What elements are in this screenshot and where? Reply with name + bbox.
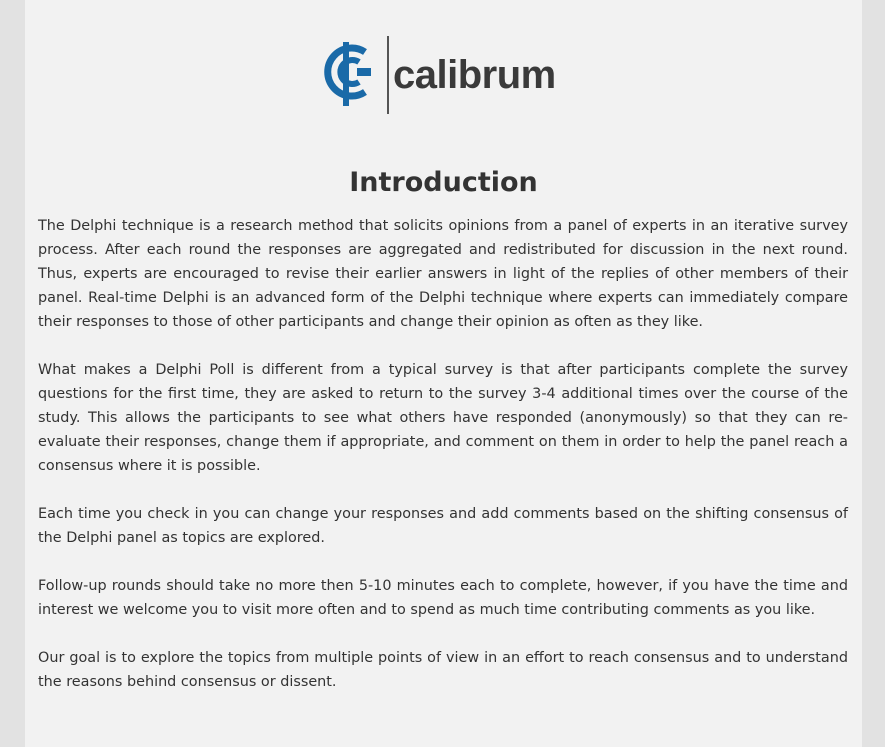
page-panel — [25, 0, 862, 747]
intro-paragraph: The Delphi technique is a research method that solicits opinions from a panel of experts in an iterative survey process. After each round the responses are aggregated and redistributed for discussion in the next round. Thus, experts are encouraged to revise their earlier answers in light of the replies of other members of their panel. Real-time Delphi is an advanced form of the Delphi technique where experts can immediately compare their responses to those of other participants and change their opinion as often as they like. — [38, 218, 848, 330]
page-title: Introduction — [349, 167, 538, 198]
intro-paragraph: Follow-up rounds should take no more then 5-10 minutes each to complete, however, if you have the time and interest we welcome you to visit more often and to spend as much time contributing comments as you like. — [38, 578, 848, 618]
intro-paragraph: What makes a Delphi Poll is different from a typical survey is that after participants complete the survey questions for the first time, they are asked to return to the survey 3-4 additional times over the course of the study. This allows the participants to see what others have responded (anonymously) so that they can re-evaluate their responses, change them if appropriate, and comment on them in order to help the panel reach a consensus where it is possible. — [38, 362, 848, 474]
calibrum-logo — [321, 34, 561, 118]
intro-paragraph: Our goal is to explore the topics from multiple points of view in an effort to reach consensus and to understand the reasons behind consensus or dissent. — [38, 650, 848, 690]
intro-paragraph: Each time you check in you can change your responses and add comments based on the shifting consensus of the Delphi panel as topics are explored. — [38, 506, 848, 546]
logo-wordmark: calibrum — [393, 53, 556, 97]
intro-content — [38, 214, 848, 718]
